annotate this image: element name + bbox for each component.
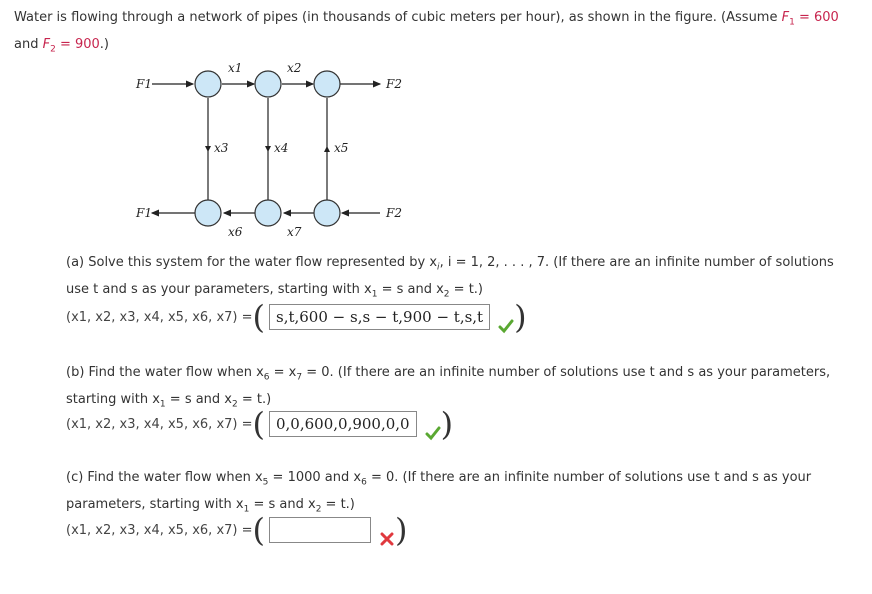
part-a-answer-row xyxy=(66,297,527,337)
open-paren: ( xyxy=(252,298,265,336)
cross-icon xyxy=(379,531,395,547)
node-top-3 xyxy=(314,71,340,97)
checkmark-icon xyxy=(425,425,441,441)
label-x1: x1 xyxy=(228,61,243,75)
f2-assumption: $F_2 = 900$ xyxy=(42,36,100,55)
x3-down-arrow xyxy=(205,146,211,152)
part-b-answer-row xyxy=(66,404,453,444)
node-top-1 xyxy=(195,71,221,97)
label-f1-bottom: F1 xyxy=(136,206,152,220)
x5-up-arrow xyxy=(324,146,330,152)
part-c-lhs: (x1, x2, x3, x4, x5, x6, x7) = xyxy=(66,522,253,538)
label-x3: x3 xyxy=(214,141,229,155)
close-paren: ) xyxy=(440,405,454,443)
f1-assumption: $F_1 = 600$ xyxy=(781,10,839,28)
open-paren: ( xyxy=(252,405,265,443)
part-c-answer-row xyxy=(66,510,407,550)
part-b-answer-input[interactable]: 0,0,600,0,900,0,0 xyxy=(269,411,417,437)
label-f2-bottom: F2 xyxy=(386,206,402,220)
label-x2: x2 xyxy=(287,61,302,75)
node-bottom-2 xyxy=(255,200,281,226)
label-x6: x6 xyxy=(228,225,243,239)
checkmark-icon xyxy=(498,318,514,334)
part-a-answer-input[interactable]: s,t,600 − s,s − t,900 − t,s,t xyxy=(269,304,490,330)
part-a-prompt: (a) Solve this system for the water flow represented by $x_i$, i = 1, 2, . . . , 7. (If there are an infinite number of solutions use t and s as your parameters, starting with $x_1 = s$ and $x_2 = t$.) xyxy=(66,255,834,300)
label-f2-top: F2 xyxy=(386,77,402,91)
part-c-answer-input[interactable] xyxy=(269,517,371,543)
label-x4: x4 xyxy=(274,141,289,155)
open-paren: ( xyxy=(252,511,265,549)
part-b-lhs: (x1, x2, x3, x4, x5, x6, x7) = xyxy=(66,416,253,432)
close-paren: ) xyxy=(514,298,527,336)
node-top-2 xyxy=(255,71,281,97)
intro-text: Water is flowing through a network of pipes (in thousands of cubic meters per hour), as shown in the figure. (Assume xyxy=(14,10,782,25)
part-b-prompt: (b) Find the water flow when $x_6 = x_7 = 0$. (If there are an infinite number of solutions use t and s as your parameters, starting with $x_1 = s$ and $x_2 = t$.) xyxy=(66,365,831,410)
part-a-lhs: (x1, x2, x3, x4, x5, x6, x7) = xyxy=(66,309,253,325)
node-bottom-3 xyxy=(314,200,340,226)
label-x5: x5 xyxy=(334,141,349,155)
node-bottom-1 xyxy=(195,200,221,226)
label-x7: x7 xyxy=(287,225,302,239)
label-f1-top: F1 xyxy=(136,77,152,91)
close-paren: ) xyxy=(395,511,408,549)
part-c-prompt: (c) Find the water flow when $x_5 = 1000$ and $x_6 = 0$. (If there are an infinite number of solutions use t and s as your parameters, starting with $x_1 = s$ and $x_2 = t$.) xyxy=(66,470,812,515)
intro-text-2: and xyxy=(14,36,43,52)
question-intro: Water is flowing through a network of pipes (in thousands of cubic meters per hour), as shown in the figure. (Assume $F_1 = 600$ and $F_2 = 900$.) xyxy=(14,10,839,55)
x4-down-arrow xyxy=(265,146,271,152)
